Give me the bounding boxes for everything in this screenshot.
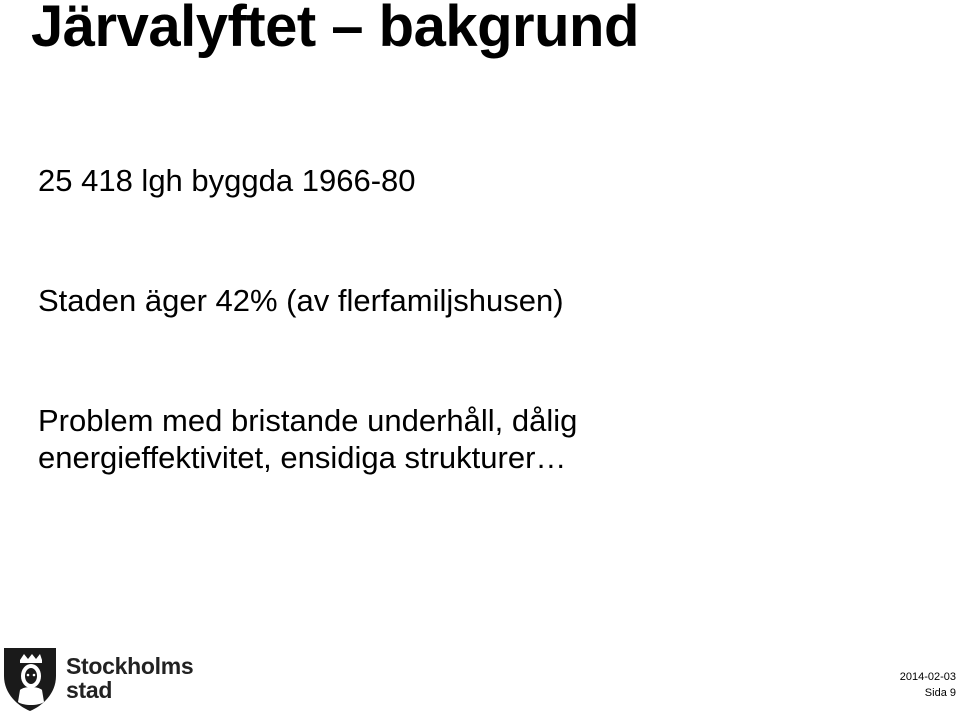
crest-icon xyxy=(2,646,58,712)
footer-date: 2014-02-03 xyxy=(899,671,956,683)
stockholm-logo xyxy=(2,646,202,712)
bullet-city-ownership: Staden äger 42% (av flerfamiljshusen) xyxy=(38,283,564,318)
logo-line-2: stad xyxy=(66,677,113,703)
slide-title: Järvalyftet – bakgrund xyxy=(31,0,639,59)
logo-line-1: Stockholms xyxy=(66,653,194,679)
bullet-problems xyxy=(38,402,577,476)
bullet-problems-line2: energieffektivitet, ensidiga strukturer… xyxy=(38,440,567,475)
bullet-apartments: 25 418 lgh byggda 1966-80 xyxy=(38,163,416,198)
logo-wordmark xyxy=(66,654,193,702)
bullet-problems-line1: Problem med bristande underhåll, dålig xyxy=(38,403,578,438)
page-number: Sida 9 xyxy=(924,687,956,699)
